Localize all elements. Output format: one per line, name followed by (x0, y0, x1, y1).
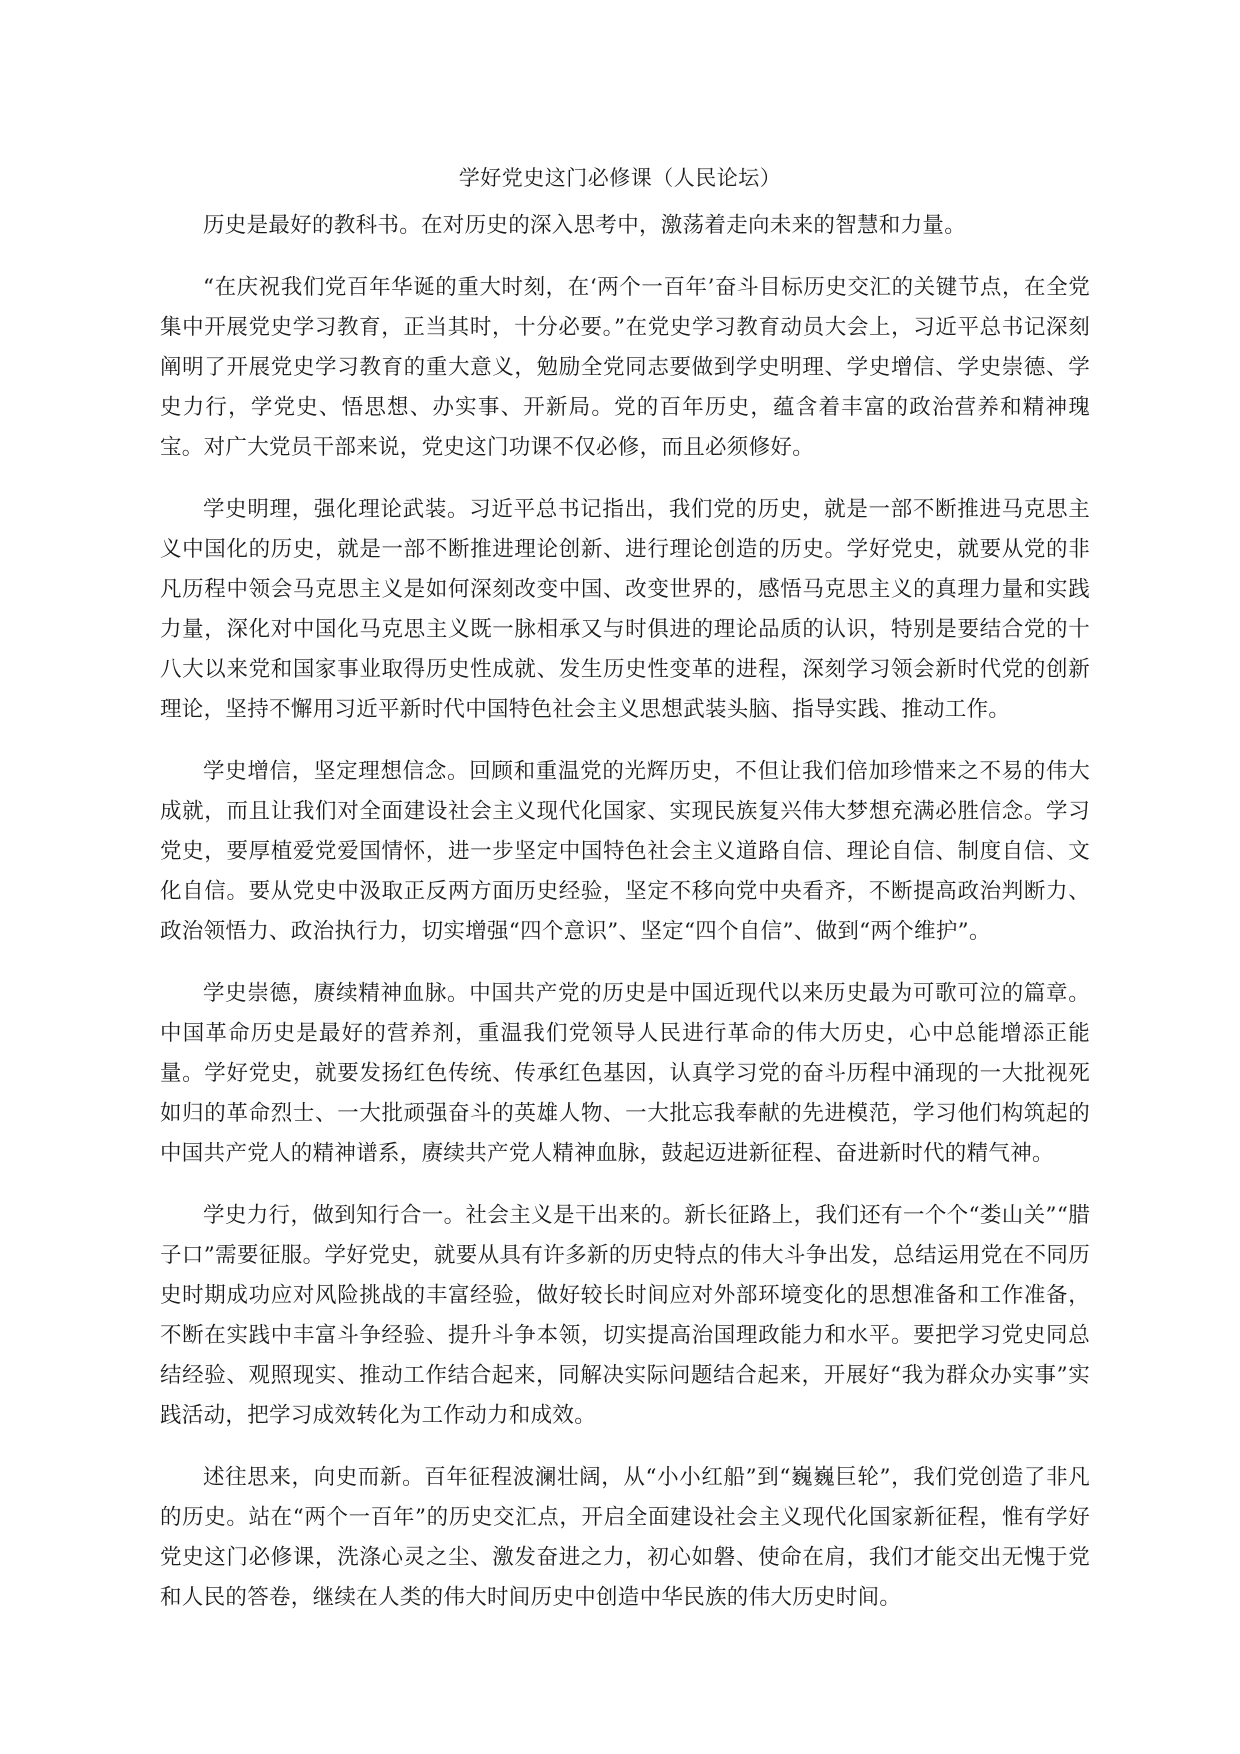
paragraph-conclusion: 述往思来，向史而新。百年征程波澜壮阔，从“小小红船”到“巍巍巨轮”，我们党创造了非凡的历史。站在“两个一百年”的历史交汇点，开启全面建设社会主义现代化国家新征程，惟有学好党史这门必修课，洗涤心灵之尘、激发奋进之力，初心如磐、使命在肩，我们才能交出无愧于党和人民的答卷，继续在人类的伟大时间历史中创造中华民族的伟大历史时间。 (160, 1465, 1090, 1610)
paragraph-xue-shi-chong-de: 学史崇德，赓续精神血脉。中国共产党的历史是中国近现代以来历史最为可歌可泣的篇章。中国革命历史是最好的营养剂，重温我们党领导人民进行革命的伟大历史，心中总能增添正能量。学好党史，就要发扬红色传统、传承红色基因，认真学习党的奋斗历程中涌现的一大批视死如归的革命烈士、一大批顽强奋斗的英雄人物、一大批忘我奉献的先进模范，学习他们构筑起的中国共产党人的精神谱系，赓续共产党人精神血脉，鼓起迈进新征程、奋进新时代的精气神。 (160, 981, 1090, 1166)
document-title: 学好党史这门必修课（人民论坛） (458, 166, 782, 190)
paragraph-xue-shi-ming-li: 学史明理，强化理论武装。习近平总书记指出，我们党的历史，就是一部不断推进马克思主义中国化的历史，就是一部不断推进理论创新、进行理论创造的历史。学好党史，就要从党的非凡历程中领会马克思主义是如何深刻改变中国、改变世界的，感悟马克思主义的真理力量和实践力量，深化对中国化马克思主义既一脉相承又与时俱进的理论品质的认识，特别是要结合党的十八大以来党和国家事业取得历史性成就、发生历史性变革的进程，深刻学习领会新时代党的创新理论，坚持不懈用习近平新时代中国特色社会主义思想武装头脑、指导实践、推动工作。 (160, 497, 1090, 722)
paragraph-xue-shi-zeng-xin: 学史增信，坚定理想信念。回顾和重温党的光辉历史，不但让我们倍加珍惜来之不易的伟大成就，而且让我们对全面建设社会主义现代化国家、实现民族复兴伟大梦想充满必胜信念。学习党史，要厚植爱党爱国情怀，进一步坚定中国特色社会主义道路自信、理论自信、制度自信、文化自信。要从党史中汲取正反两方面历史经验，坚定不移向党中央看齐，不断提高政治判断力、政治领悟力、政治执行力，切实增强“四个意识”、坚定“四个自信”、做到“两个维护”。 (160, 759, 1090, 944)
paragraph-xue-shi-li-xing: 学史力行，做到知行合一。社会主义是干出来的。新长征路上，我们还有一个个“娄山关”“腊子口”需要征服。学好党史，就要从具有许多新的历史特点的伟大斗争出发，总结运用党在不同历史时期成功应对风险挑战的丰富经验，做好较长时间应对外部环境变化的思想准备和工作准备，不断在实践中丰富斗争经验、提升斗争本领，切实提高治国理政能力和水平。要把学习党史同总结经验、观照现实、推动工作结合起来，同解决实际问题结合起来，开展好“我为群众办实事”实践活动，把学习成效转化为工作动力和成效。 (160, 1203, 1090, 1428)
paragraph-quote: “在庆祝我们党百年华诞的重大时刻，在‘两个一百年’奋斗目标历史交汇的关键节点，在全党集中开展党史学习教育，正当其时，十分必要。”在党史学习教育动员大会上，习近平总书记深刻阐明了开展党史学习教育的重大意义，勉励全党同志要做到学史明理、学史增信、学史崇德、学史力行，学党史、悟思想、办实事、开新局。党的百年历史，蕴含着丰富的政治营养和精神瑰宝。对广大党员干部来说，党史这门功课不仅必修，而且必须修好。 (160, 275, 1090, 460)
paragraph-intro: 历史是最好的教科书。在对历史的深入思考中，激荡着走向未来的智慧和力量。 (203, 213, 967, 238)
document-body (160, 206, 1090, 1640)
